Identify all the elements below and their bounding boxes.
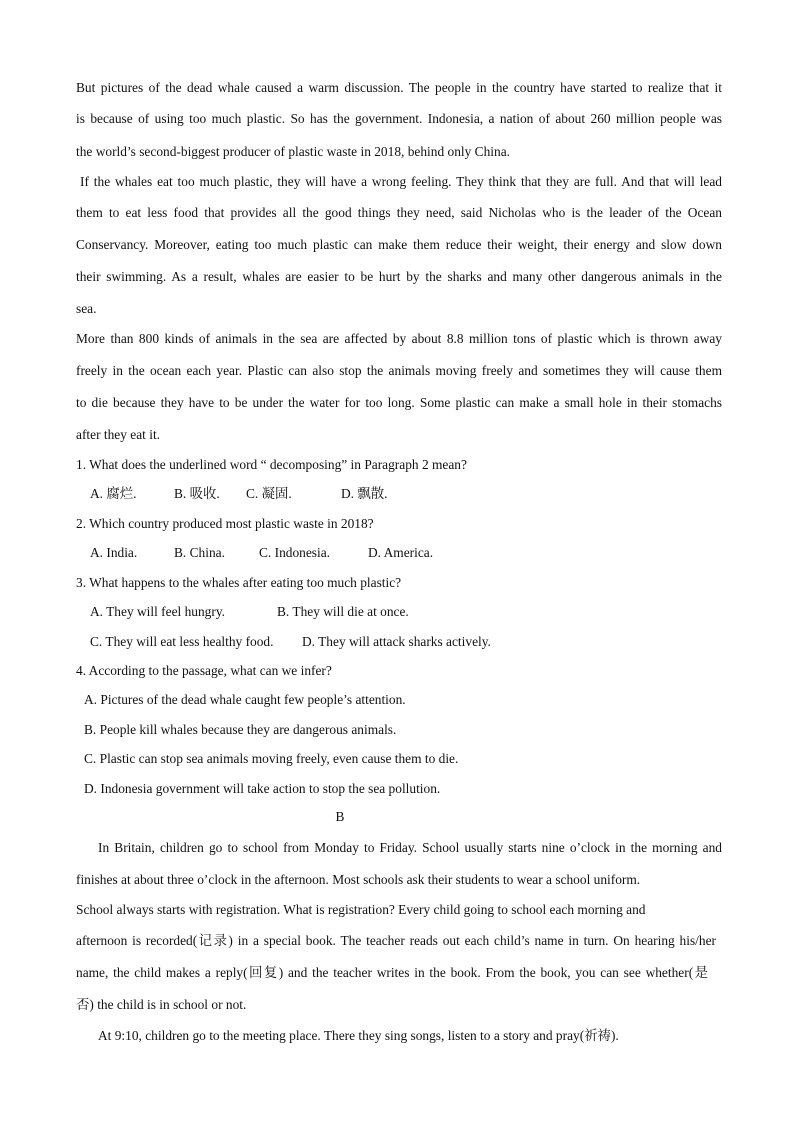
question-4-option-a[interactable]: A. Pictures of the dead whale caught few people’s attention. xyxy=(84,692,406,707)
passage-b-p2-line-1: School always starts with registration. What is registration? Every child going to school each morning and xyxy=(76,902,646,917)
passage-b-p2-line-4: 否) the child is in school or not. xyxy=(76,997,247,1012)
question-3-stem: 3. What happens to the whales after eating too much plastic? xyxy=(76,575,402,590)
question-1-option-c[interactable]: C. 凝固. xyxy=(246,486,292,501)
question-4-option-c[interactable]: C. Plastic can stop sea animals moving freely, even cause them to die. xyxy=(84,751,459,766)
passage-b-heading: B xyxy=(335,809,345,824)
question-3-options-row-2 xyxy=(90,633,491,651)
passage-a-p3-line-2: freely in the ocean each year. Plastic can also stop the animals moving freely and sometimes they will cause them xyxy=(76,363,722,378)
question-4-option-d[interactable]: D. Indonesia government will take action to stop the sea pollution. xyxy=(84,781,441,796)
question-2-option-b[interactable]: B. China. xyxy=(174,545,225,560)
question-4-option-b[interactable]: B. People kill whales because they are dangerous animals. xyxy=(84,722,397,737)
question-1-stem: 1. What does the underlined word “ decomposing” in Paragraph 2 mean? xyxy=(76,457,467,472)
question-3-option-d[interactable]: D. They will attack sharks actively. xyxy=(302,634,491,649)
passage-b-p3-line-1: At 9:10, children go to the meeting place. There they sing songs, listen to a story and pray(祈祷). xyxy=(98,1028,619,1043)
passage-a-p1-line-1: But pictures of the dead whale caused a warm discussion. The people in the country have started to realize that it xyxy=(76,80,722,95)
passage-a-p2-line-5: sea. xyxy=(76,301,97,316)
passage-b-p1-line-2: finishes at about three o’clock in the afternoon. Most schools ask their students to wear a school uniform. xyxy=(76,872,641,887)
question-1-option-d[interactable]: D. 飘散. xyxy=(341,486,388,501)
passage-a-p3-line-4: after they eat it. xyxy=(76,427,161,442)
question-3-options-row-1 xyxy=(90,603,409,621)
question-2-option-a[interactable]: A. India. xyxy=(90,545,138,560)
question-2-option-d[interactable]: D. America. xyxy=(368,545,434,560)
passage-a-p3-line-1: More than 800 kinds of animals in the sea are affected by about 8.8 million tons of plastic which is thrown away xyxy=(76,331,722,346)
passage-a-p3-line-3: to die because they have to be under the water for too long. Some plastic can make a small hole in their stomachs xyxy=(76,395,722,410)
passage-a-p1-line-3: the world’s second-biggest producer of plastic waste in 2018, behind only China. xyxy=(76,144,510,159)
passage-b-p2-line-3: name, the child makes a reply(回复) and the teacher writes in the book. From the book, you can see whether(是 xyxy=(76,965,708,980)
question-3-option-b[interactable]: B. They will die at once. xyxy=(277,604,409,619)
passage-a-p1-line-2: is because of using too much plastic. So has the government. Indonesia, a nation of about 260 million people was xyxy=(76,111,722,126)
passage-b-p2-line-2: afternoon is recorded(记录) in a special book. The teacher reads out each child’s name in turn. On hearing his/her xyxy=(76,933,716,948)
question-1-options xyxy=(90,485,388,503)
question-2-stem: 2. Which country produced most plastic waste in 2018? xyxy=(76,516,374,531)
question-1-option-b[interactable]: B. 吸收. xyxy=(174,486,220,501)
passage-a-p2-line-2: them to eat less food that provides all the good things they need, said Nicholas who is the leader of the Ocean xyxy=(76,205,722,220)
passage-a-p2-line-4: their swimming. As a result, whales are easier to be hurt by the sharks and many other dangerous animals in the xyxy=(76,269,722,284)
question-1-option-a[interactable]: A. 腐烂. xyxy=(90,486,137,501)
question-2-option-c[interactable]: C. Indonesia. xyxy=(259,545,331,560)
passage-a-p2-line-1: If the whales eat too much plastic, they will have a wrong feeling. They think that they are full. And that will lead xyxy=(80,174,722,189)
question-3-option-a[interactable]: A. They will feel hungry. xyxy=(90,604,225,619)
passage-a-p2-line-3: Conservancy. Moreover, eating too much plastic can make them reduce their weight, their energy and slow down xyxy=(76,237,722,252)
question-4-stem: 4. According to the passage, what can we infer? xyxy=(76,663,332,678)
question-2-options xyxy=(90,544,433,562)
passage-b-p1-line-1: In Britain, children go to school from Monday to Friday. School usually starts nine o’clock in the morning and xyxy=(98,840,722,855)
question-3-option-c[interactable]: C. They will eat less healthy food. xyxy=(90,634,274,649)
